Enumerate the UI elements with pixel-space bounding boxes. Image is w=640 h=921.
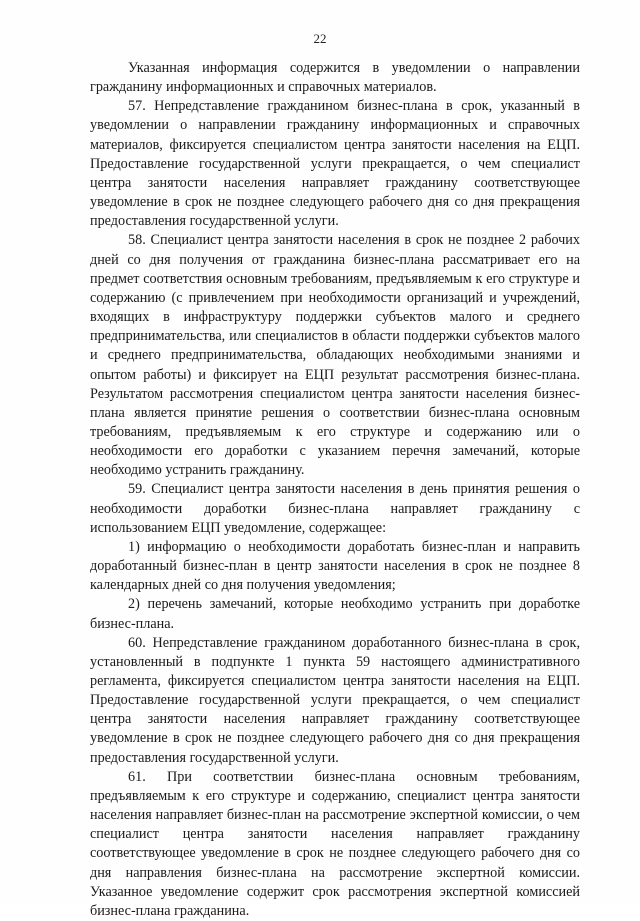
page-number: 22 — [313, 31, 327, 46]
paragraph-61: 61. При соответствии бизнес-плана основным требованиям, предъявляемым к его структуре и содержанию, специалист центра занятости населения направляет бизнес-план на рассмотрение экспертной комиссии, о чем специалист центра занятости населения направляет гражданину соответствующее уведомление в срок не позднее следующего рабочего дня со дня направления бизнес-плана на рассмотрение экспертной комиссии. Указанное уведомление содержит срок рассмотрения экспертной комиссией бизнес-плана гражданина. — [90, 768, 580, 919]
paragraph-59-item-2: 2) перечень замечаний, которые необходимо устранить при доработке бизнес-плана. — [90, 596, 580, 632]
paragraph-58: 58. Специалист центра занятости населения в срок не позднее 2 рабочих дней со дня получения от гражданина бизнес-плана рассматривает его на предмет соответствия основным требованиям, предъявляемым к его структуре и содержанию (с привлечением при необходимости организаций и учреждений, входящих в инфраструктуру поддержки субъектов малого и среднего предпринимательства, или специалистов в области поддержки субъектов малого и среднего предпринимательства, обладающих необходимыми знаниями и опытом работы) и фиксирует на ЕЦП результат рассмотрения бизнес-плана. Результатом рассмотрения специалистом центра занятости населения бизнес-плана является принятие решения о соответствии бизнес-плана основным требованиям, предъявляемым к его структуре и содержанию или о необходимости его доработки с указанием перечня замечаний, которые необходимо устранить гражданину. — [90, 232, 580, 479]
document-body — [90, 59, 580, 921]
paragraph-57: 57. Непредставление гражданином бизнес-плана в срок, указанный в уведомлении о направлении гражданину информационных и справочных материалов, фиксируется специалистом центра занятости населения на ЕЦП. Предоставление государственной услуги прекращается, о чем специалист центра занятости населения направляет гражданину соответствующее уведомление в срок не позднее следующего рабочего дня со дня прекращения предоставления государственной услуги. — [90, 98, 580, 230]
paragraph-59-item-1: 1) информацию о необходимости доработать бизнес-план и направить доработанный бизнес-план в центр занятости населения в срок не позднее 8 календарных дней со дня получения уведомления; — [90, 538, 580, 594]
paragraph-59: 59. Специалист центра занятости населения в день принятия решения о необходимости доработки бизнес-плана направляет гражданину с использованием ЕЦП уведомление, содержащее: — [90, 481, 580, 536]
paragraph-60: 60. Непредставление гражданином доработанного бизнес-плана в срок, установленный в подпункте 1 пункта 59 настоящего административного регламента, фиксируется специалистом центра занятости населения на ЕЦП. Предоставление государственной услуги прекращается, о чем специалист центра занятости населения направляет гражданину соответствующее уведомление в срок не позднее следующего рабочего дня со дня прекращения предоставления государственной услуги. — [90, 634, 580, 766]
paragraph-info-notice: Указанная информация содержится в уведомлении о направлении гражданину информационных и справочных материалов. — [90, 60, 580, 96]
